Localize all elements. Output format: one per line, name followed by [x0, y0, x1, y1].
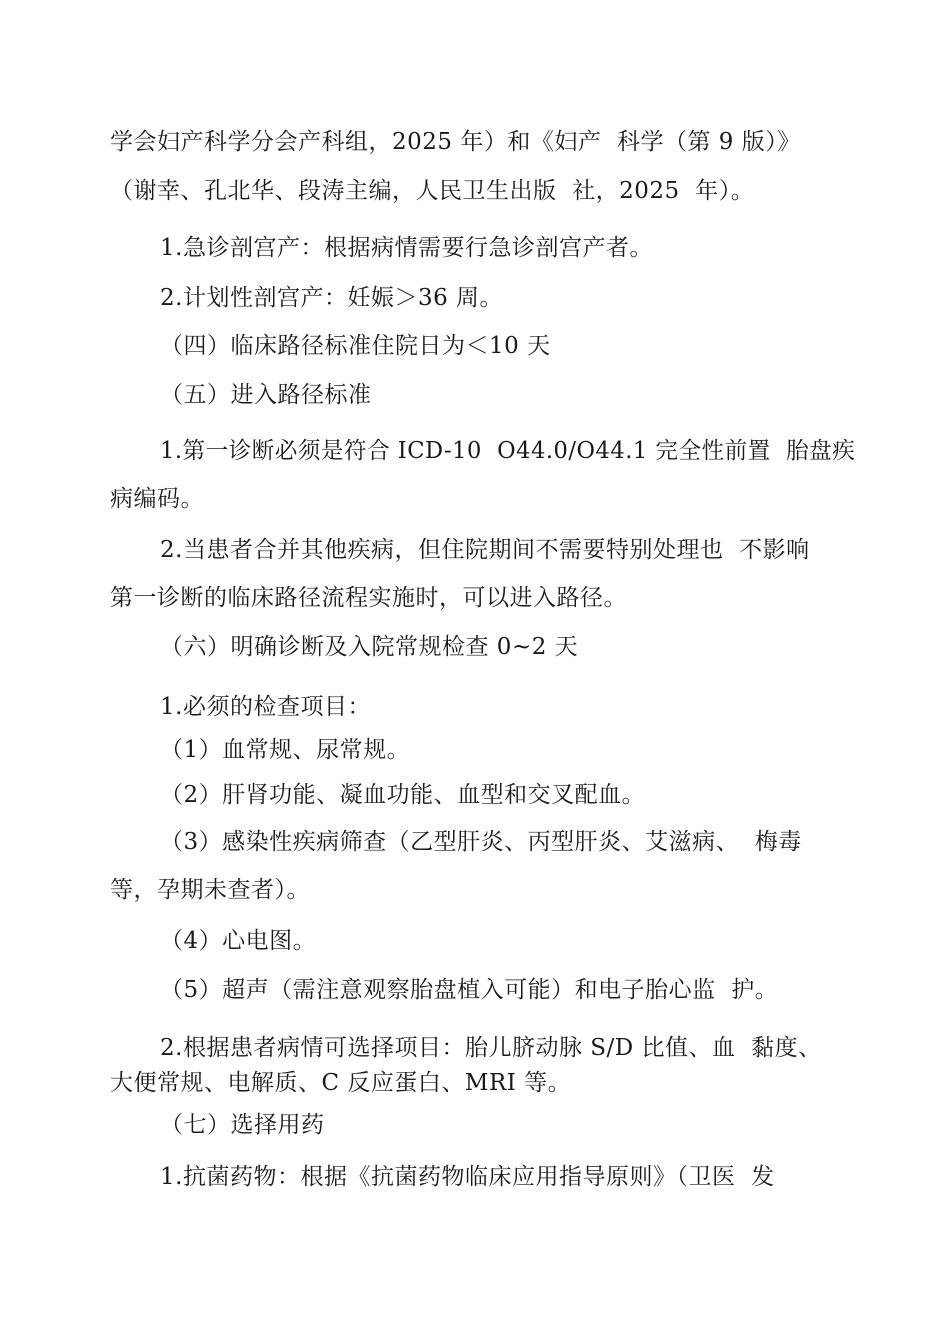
text-line: （1）血常规、尿常规。: [160, 737, 411, 763]
section-heading: （六）明确诊断及入院常规检查 0~2 天: [160, 634, 579, 660]
text-line: 1.抗菌药物：根据《抗菌药物临床应用指导原则》（卫医 发: [160, 1164, 775, 1190]
text-line: 2.根据患者病情可选择项目：胎儿脐动脉 S/D 比值、血 黏度、: [160, 1035, 822, 1061]
text-line: 1.急诊剖宫产：根据病情需要行急诊剖宫产者。: [160, 235, 653, 261]
text-line: 病编码。: [110, 486, 204, 512]
text-line: 大便常规、电解质、C 反应蛋白、MRI 等。: [110, 1070, 572, 1096]
text-line: （2）肝肾功能、凝血功能、血型和交叉配血。: [160, 782, 646, 808]
text-line: 第一诊断的临床路径流程实施时，可以进入路径。: [110, 585, 627, 611]
text-line: （谢幸、孔北华、段涛主编，人民卫生出版 社，2025 年）。: [110, 178, 755, 204]
text-line: （4）心电图。: [160, 928, 317, 954]
text-line: （5）超声（需注意观察胎盘植入可能）和电子胎心监 护。: [160, 977, 779, 1003]
text-line: （3）感染性疾病筛查（乙型肝炎、丙型肝炎、艾滋病、 梅毒: [160, 829, 802, 855]
section-heading: （五）进入路径标准: [160, 382, 372, 408]
section-heading: （四）临床路径标准住院日为＜10 天: [160, 333, 551, 359]
text-line: 1.第一诊断必须是符合 ICD-10 O44.0/O44.1 完全性前置 胎盘疾: [160, 438, 856, 464]
text-line: 等，孕期未查者）。: [110, 877, 310, 903]
text-line: 1.必须的检查项目：: [160, 694, 371, 720]
text-line: 2.当患者合并其他疾病，但住院期间不需要特别处理也 不影响: [160, 537, 810, 563]
text-line: 学会妇产科学分会产科组，2025 年）和《妇产 科学（第 9 版）》: [110, 129, 801, 155]
text-line: 2.计划性剖宫产：妊娠＞36 周。: [160, 285, 504, 311]
section-heading: （七）选择用药: [160, 1112, 325, 1138]
